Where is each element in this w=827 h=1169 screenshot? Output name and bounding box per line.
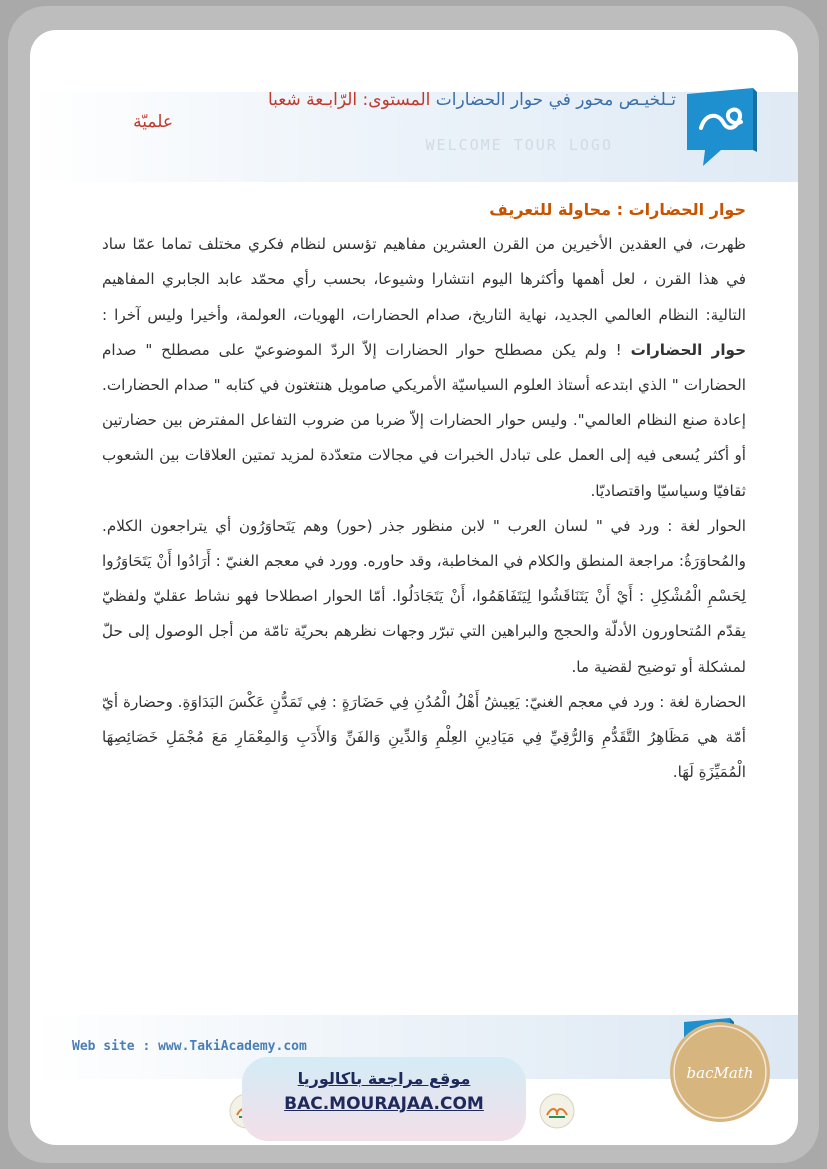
section-heading: حوار الحضارات : محاولة للتعريف	[489, 200, 746, 219]
taki-academy-logo-icon	[683, 86, 757, 168]
paragraph-intro-end: ! ولم يكن مصطلح حوار الحضارات إلاّ الردّ الموضوعيّ على مصطلح " صدام الحضارات " الذي ابتدعه أستاذ العلوم السياسيّة الأمريكي صامويل هنتغتون في كتابه " صدام الحضارات. إعادة صنع النظام العالمي". وليس حوار الحضارات إلاّ ضربا من ضروب التفاعل المفترض بين حضارتين أو أكثر يُسعى فيه إلى العمل على تبادل الخبرات في مجالات متعدّدة لمزيد تمتين العلاقات بين الشعوب ثقافيّا وسياسيّا واقتصاديّا.	[102, 340, 746, 500]
title-topic: تـلخيـص محور في حوار الحضارات	[435, 90, 676, 110]
document-title	[268, 90, 676, 110]
bacmath-logo	[669, 1021, 771, 1123]
right-emblem-icon	[539, 1093, 575, 1129]
promo-arabic-label[interactable]: موقع مراجعة باكالوريا	[297, 1069, 471, 1088]
title-level: المستوى: الرّابـعة شعبا	[267, 90, 431, 110]
website-link[interactable]: Web site : www.TakiAcademy.com	[72, 1039, 307, 1054]
document-body	[102, 192, 746, 790]
bold-term: حوار الحضارات	[630, 340, 747, 359]
promo-banner[interactable]	[242, 1057, 526, 1141]
title-level-line2: علميّة	[133, 112, 173, 132]
header-watermark: WELCOME TOUR LOGO	[425, 136, 613, 154]
bacmath-logo-text: bacMath	[686, 1064, 754, 1082]
paragraph-intro-start: ظهرت، في العقدين الأخيرين من القرن العشرين مفاهيم تؤسس لنظام فكري مختلف تماما عمّا ساد في هذا القرن ، لعل أهمها وأكثرها اليوم انتشارا وشيوعا، بحسب رأي محمّد عابد الجابري المفاهيم التالية: النظام العالمي الجديد، نهاية التاريخ، صدام الحضارات، الهويات، العولمة، وأخيرا وليس آخرا :	[102, 235, 746, 324]
promo-url[interactable]: BAC.MOURAJAA.COM	[284, 1094, 484, 1114]
paragraph-civilization-definition: الحضارة لغة : ورد في معجم الغنيّ: يَعِيشُ أَهْلُ الْمُدُنِ فِي حَضَارَةٍ : فِي تَمَدُّنٍ عَكْسَ البَدَاوَةِ. وحضارة أيّ أمّة هي مَظَاهِرُ التَّقَدُّمِ وَالرُّقِيِّ فِي مَيَادِينِ العِلْمِ وَالدِّينِ وَالفَنِّ وَالأَدَبِ وَالمِعْمَارِ مَعَ مُجْمَلِ خَصَائِصِهَا الْمُمَيِّزَةِ لَهَا.	[102, 692, 746, 782]
paragraph-intro	[102, 227, 746, 509]
document-page	[30, 30, 798, 1145]
paragraph-dialogue-definition: الحوار لغة : ورد في " لسان العرب " لابن منظور جذر (حور) وهم يَتَحاوَرُون أي يتراجعون الكلام. والمُحاوَرَةُ: مراجعة المنطق والكلام في المخاطبة، وقد حاوره. وورد في معجم الغنيّ : أَرَادُوا أَنْ يَتَحَاوَرُوا لِحَسْمِ الْمُشْكِلِ : أَيْ أَنْ يَتَنَاقَشُوا لِيَتَفَاهَمُوا، أَنْ يَتَجَادَلُوا. أمّا الحوار اصطلاحا فهو نشاط عقليّ ولفظيّ يقدّم المُتحاورون الأدلّة والحجج والبراهين التي تبرّر وجهات نظرهم بحريّة تامّة من أجل الوصول إلى حلّ لمشكلة أو توضيح لقضية ما.	[102, 516, 746, 676]
